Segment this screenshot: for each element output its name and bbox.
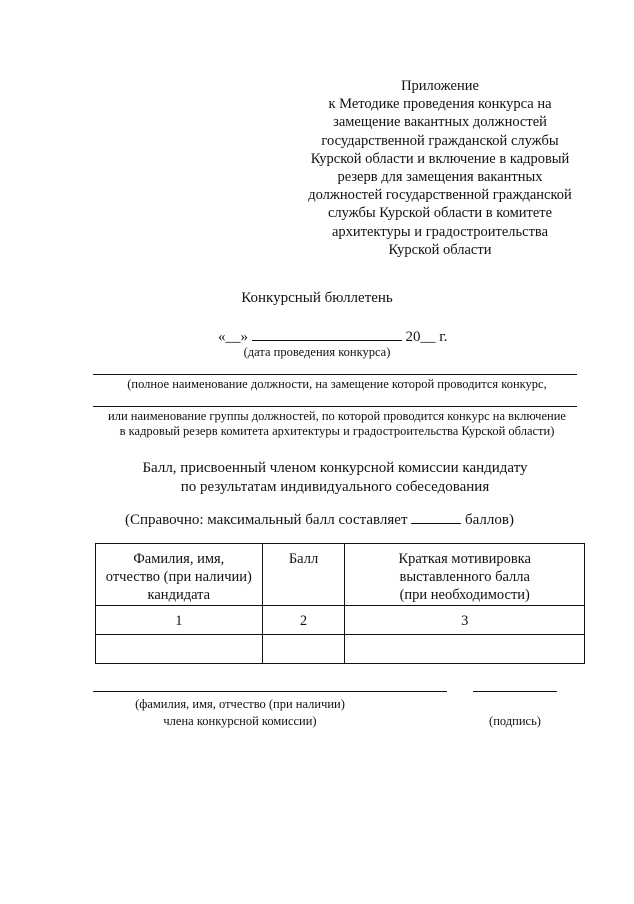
reference-prefix: (Справочно: максимальный балл составляет [125, 512, 408, 528]
score-heading [18, 459, 634, 497]
table-row [96, 635, 585, 664]
name-blank-line [93, 691, 447, 692]
header-text: (при необходимости) [399, 587, 530, 603]
group-blank-line [93, 406, 577, 407]
date-caption: (дата проведения конкурса) [243, 345, 391, 359]
group-caption-2: в кадровый резерв комитета архитектуры и градостроительства Курской области) [119, 424, 555, 438]
date-month-blank [252, 326, 402, 341]
appendix-block [290, 77, 590, 259]
signature-blank-line [473, 691, 557, 692]
appendix-line: замещение вакантных должностей [333, 114, 547, 131]
name-caption-line: (фамилия, имя, отчество (при наличии) [135, 697, 345, 711]
appendix-line: Курской области [388, 241, 492, 258]
date-line [218, 326, 447, 346]
name-caption-line: члена конкурсной комиссии) [163, 714, 317, 728]
appendix-line: резерв для замещения вакантных [337, 169, 543, 186]
header-text: Краткая мотивировка [398, 551, 531, 567]
table-cell [96, 635, 263, 664]
group-caption-1: или наименование группы должностей, по которой проводится конкурс на включение [108, 409, 566, 423]
header-score [262, 544, 345, 606]
reference-line [125, 509, 514, 529]
position-caption: (полное наименование должности, на замещение которой проводится конкурс, [127, 377, 547, 391]
column-number: 3 [345, 606, 585, 635]
table-cell [345, 635, 585, 664]
appendix-line: государственной гражданской службы [321, 132, 559, 149]
signature-caption: (подпись) [489, 714, 541, 728]
date-year: 20__ г. [405, 329, 448, 345]
header-text: отчество (при наличии) [105, 569, 252, 585]
header-text: кандидата [147, 587, 211, 603]
table-number-row [96, 606, 585, 635]
position-blank-line [93, 374, 577, 375]
appendix-line: должностей государственной гражданской [308, 187, 572, 204]
header-text: выставленного балла [399, 569, 530, 585]
header-candidate [96, 544, 263, 606]
column-number: 1 [96, 606, 263, 635]
score-heading-line: Балл, присвоенный членом конкурсной комиссии кандидату [142, 460, 528, 476]
appendix-line: архитектуры и градостроительства [331, 223, 549, 240]
header-text: Балл [288, 551, 319, 567]
appendix-line: Курской области и включение в кадровый [310, 150, 570, 167]
table-header-row [96, 544, 585, 606]
score-table [95, 543, 585, 664]
score-heading-line: по результатам индивидуального собеседования [180, 479, 490, 495]
column-number: 2 [262, 606, 345, 635]
header-motivation [345, 544, 585, 606]
reference-suffix: баллов) [465, 512, 514, 528]
appendix-line: службы Курской области в комитете [327, 205, 553, 222]
appendix-line: Приложение [401, 78, 479, 94]
document-title: Конкурсный бюллетень [241, 290, 393, 306]
appendix-line: к Методике проведения конкурса на [328, 96, 552, 113]
name-caption [90, 696, 390, 730]
table-cell [262, 635, 345, 664]
max-score-blank [411, 509, 461, 524]
date-day: «__» [218, 329, 248, 345]
header-text: Фамилия, имя, [133, 551, 225, 567]
